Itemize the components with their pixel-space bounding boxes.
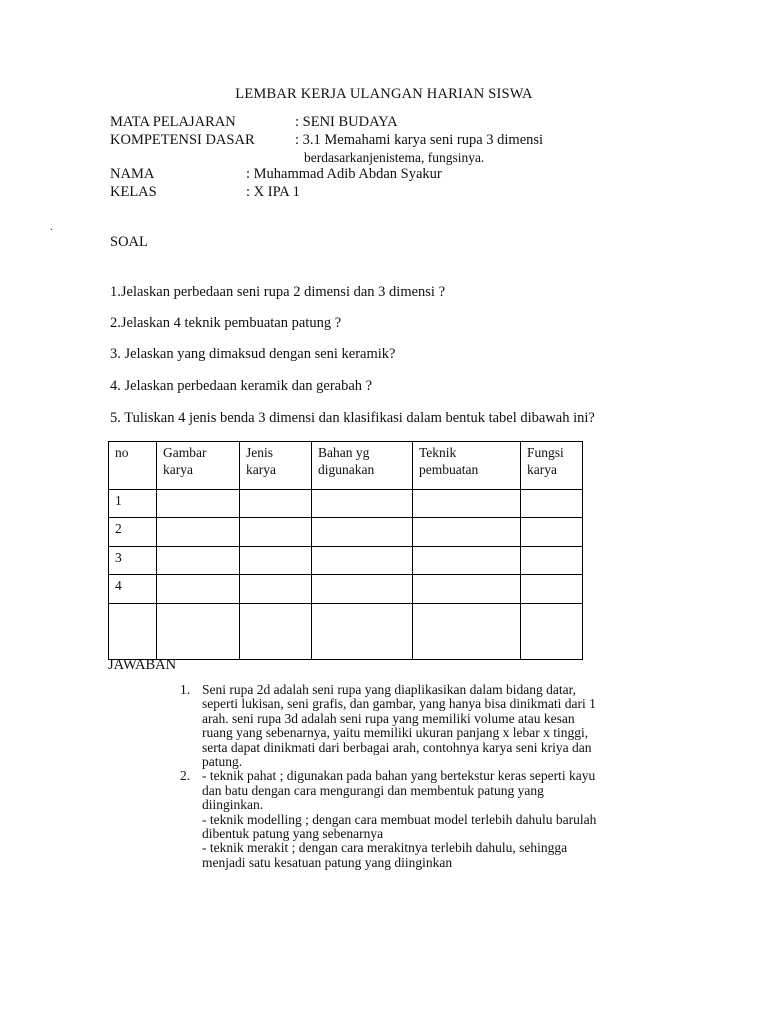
row-number: 1 <box>109 490 157 518</box>
answer-line: - teknik merakit ; dengan cara merakitnya terlebih dahulu, sehingga <box>202 840 568 856</box>
cell[interactable] <box>413 604 521 660</box>
row-number: 3 <box>109 547 157 575</box>
cell[interactable] <box>157 518 240 547</box>
mapel-label: MATA PELAJARAN <box>110 114 236 130</box>
cell[interactable] <box>312 490 413 518</box>
kd-label: KOMPETENSI DASAR <box>110 132 255 148</box>
mapel-value: : SENI BUDAYA <box>295 114 398 130</box>
cell[interactable] <box>413 518 521 547</box>
page-title: LEMBAR KERJA ULANGAN HARIAN SISWA <box>235 86 533 102</box>
header-teknik: Teknik pembuatan <box>413 442 521 490</box>
answer-line: patung. <box>202 754 243 770</box>
answer-line: dan batu dengan cara mengurangi dan membentuk patung yang <box>202 782 544 798</box>
question-3: 3. Jelaskan yang dimaksud dengan seni keramik? <box>110 346 396 362</box>
question-2: 2.Jelaskan 4 teknik pembuatan patung ? <box>110 315 342 331</box>
answer-line: serta dapat dinikmati dari berbagai arah, contohnya karya seni kriya dan <box>202 739 592 755</box>
header-no: no <box>109 442 157 490</box>
cell[interactable] <box>240 575 312 604</box>
cell[interactable] <box>312 518 413 547</box>
answer-line: ruang yang sebenarnya, yaitu memiliki ukuran panjang x lebar x tinggi, <box>202 725 589 741</box>
row-number: 2 <box>109 518 157 547</box>
cell[interactable] <box>157 490 240 518</box>
answer-line: menjadi satu kesatuan patung yang diinginkan <box>202 854 453 870</box>
soal-heading: SOAL <box>110 234 148 250</box>
cell[interactable] <box>413 490 521 518</box>
row-number: 4 <box>109 575 157 604</box>
answer-line: dibentuk patung yang sebenarnya <box>202 826 384 842</box>
answer-line: arah. seni rupa 3d adalah seni rupa yang memiliki volume atau kesan <box>202 710 575 726</box>
cell[interactable] <box>521 490 583 518</box>
cell[interactable] <box>312 547 413 575</box>
header-fungsi: Fungsi karya <box>521 442 583 490</box>
answer-line: - teknik pahat ; digunakan pada bahan yang bertekstur keras seperti kayu <box>202 768 596 784</box>
jawaban-heading: JAWABAN <box>108 657 177 673</box>
answer-number: 2. <box>180 768 191 784</box>
table-row <box>109 575 583 604</box>
cell[interactable] <box>240 518 312 547</box>
kd-value-line1: : 3.1 Memahami karya seni rupa 3 dimensi <box>295 132 544 148</box>
classification-table <box>108 441 583 660</box>
cell[interactable] <box>240 547 312 575</box>
cell[interactable] <box>521 575 583 604</box>
answer-line: seperti lukisan, seni grafis, dan gambar, yang hanya bisa dinikmati dari 1 <box>202 696 596 712</box>
kelas-value: : X IPA 1 <box>246 184 300 200</box>
header-gambar-karya: Gambar karya <box>157 442 240 490</box>
answers-list <box>180 683 660 870</box>
question-4: 4. Jelaskan perbedaan keramik dan gerabah ? <box>110 378 373 394</box>
cell[interactable] <box>413 547 521 575</box>
kd-value-line2: berdasarkanjenistema, fungsinya. <box>304 150 485 165</box>
question-5: 5. Tuliskan 4 jenis benda 3 dimensi dan klasifikasi dalam bentuk tabel dibawah ini? <box>110 410 595 426</box>
cell[interactable] <box>157 575 240 604</box>
cell[interactable] <box>521 518 583 547</box>
cell[interactable] <box>157 604 240 660</box>
nama-value: : Muhammad Adib Abdan Syakur <box>246 166 442 182</box>
answer-line: diinginkan. <box>202 797 264 813</box>
header-jenis-karya: Jenis karya <box>240 442 312 490</box>
table-row <box>109 518 583 547</box>
cell[interactable] <box>521 547 583 575</box>
header-bahan: Bahan yg digunakan <box>312 442 413 490</box>
table-row <box>109 490 583 518</box>
nama-label: NAMA <box>110 166 155 182</box>
cell[interactable] <box>312 604 413 660</box>
answer-number: 1. <box>180 682 191 697</box>
table-header-row <box>109 442 583 490</box>
kelas-label: KELAS <box>110 184 157 200</box>
row-number <box>109 604 157 660</box>
table-row <box>109 547 583 575</box>
answer-item-2 <box>180 769 660 870</box>
table-row <box>109 604 583 660</box>
answer-line: - teknik modelling ; dengan cara membuat model terlebih dahulu barulah <box>202 811 597 827</box>
question-1: 1.Jelaskan perbedaan seni rupa 2 dimensi dan 3 dimensi ? <box>110 284 446 300</box>
stray-mark: . <box>50 222 53 233</box>
answer-line: Seni rupa 2d adalah seni rupa yang diaplikasikan dalam bidang datar, <box>202 682 576 697</box>
cell[interactable] <box>240 490 312 518</box>
cell[interactable] <box>157 547 240 575</box>
cell[interactable] <box>240 604 312 660</box>
cell[interactable] <box>413 575 521 604</box>
cell[interactable] <box>312 575 413 604</box>
answer-item-1 <box>180 683 660 769</box>
cell[interactable] <box>521 604 583 660</box>
